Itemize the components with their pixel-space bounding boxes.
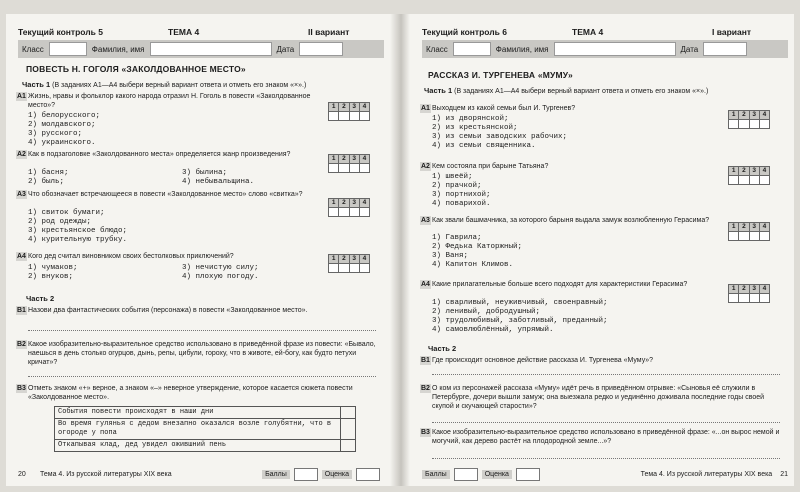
- date-label: Дата: [680, 44, 699, 54]
- option[interactable]: 2) Федька Каторжный;: [432, 243, 523, 251]
- left-footer: [18, 467, 384, 481]
- grade-label: Оценка: [322, 470, 352, 479]
- question-text: Выходцем из какой семьи был И. Тургенев?: [432, 105, 576, 112]
- option[interactable]: 4) Капитон Климов.: [432, 261, 514, 269]
- option[interactable]: 2) род одежды;: [28, 218, 92, 226]
- mark-cell[interactable]: [341, 407, 355, 418]
- grid-num: 2: [739, 285, 749, 293]
- score-label: Баллы: [422, 470, 450, 479]
- question-a4: [420, 280, 730, 289]
- answer-line[interactable]: [432, 458, 780, 459]
- grid-num: 2: [339, 199, 349, 207]
- grid-num: 1: [729, 111, 739, 119]
- answer-line[interactable]: [432, 422, 780, 423]
- options-a2: [28, 169, 69, 187]
- name-field[interactable]: [554, 42, 676, 56]
- date-field[interactable]: [299, 42, 343, 56]
- grid-num: 1: [729, 167, 739, 175]
- topic-label: ТЕМА 4: [572, 27, 604, 37]
- answer-cell[interactable]: [360, 112, 369, 120]
- answer-grid-a4[interactable]: [328, 254, 370, 273]
- grid-num: 4: [762, 285, 767, 292]
- variant-label: II вариант: [308, 27, 350, 37]
- grid-num: 3: [750, 223, 760, 231]
- question-number: А4: [421, 281, 430, 288]
- question-b3: [16, 384, 376, 402]
- left-page: [6, 14, 390, 486]
- grid-num: 3: [750, 111, 760, 119]
- question-number: В2: [17, 341, 26, 348]
- page-number: 20: [18, 470, 26, 478]
- question-text: Отметь знаком «+» верное, а знаком «–» неверное утверждение, которое касается сюжета повести «Заколдованное место».: [28, 385, 353, 401]
- grid-num: 3: [350, 103, 360, 111]
- answer-cell[interactable]: [350, 112, 360, 120]
- question-b1: [16, 306, 376, 315]
- question-a1: [420, 104, 730, 113]
- answer-cell[interactable]: [339, 164, 349, 172]
- option[interactable]: 1) белорусского;: [28, 112, 101, 120]
- option[interactable]: 1) басня;: [28, 169, 69, 177]
- question-text: Назови два фантастических события (персонажа) в повести «Заколдованное место».: [28, 307, 308, 314]
- statement: События повести происходят в наши дни: [55, 407, 341, 418]
- question-b1: [420, 356, 780, 365]
- grid-num: 1: [729, 285, 739, 293]
- class-field[interactable]: [453, 42, 491, 56]
- question-number: В3: [17, 385, 26, 392]
- option[interactable]: 1) свиток бумаги;: [28, 209, 105, 217]
- question-a1: [16, 92, 326, 110]
- option[interactable]: 4) плохую погоду.: [182, 273, 259, 281]
- option[interactable]: 4) курительную трубку.: [28, 236, 128, 244]
- option[interactable]: 2) быль;: [28, 178, 65, 186]
- question-b2: [420, 384, 780, 411]
- question-text: Как в подзаголовке «Заколдованного места» определяется жанр произведения?: [28, 151, 291, 158]
- options-a4-col2: [182, 264, 259, 282]
- answer-grid-a2[interactable]: [728, 166, 770, 185]
- grid-num: 1: [329, 155, 339, 163]
- option[interactable]: 3) былина;: [182, 169, 228, 177]
- story-title: РАССКАЗ И. ТУРГЕНЕВА «МУМУ»: [428, 70, 573, 80]
- date-label: Дата: [276, 44, 295, 54]
- score-box[interactable]: [294, 468, 318, 481]
- footer-topic: Тема 4. Из русской литературы XIX века: [640, 470, 773, 478]
- question-number: А4: [17, 253, 26, 260]
- answer-cell[interactable]: [729, 294, 739, 302]
- question-text: Что обозначает встречающееся в повести «Заколдованное место» слово «свитка»?: [28, 191, 303, 198]
- option[interactable]: 1) сварливый, неуживчивый, своенравный;: [432, 299, 608, 307]
- right-header: [422, 26, 788, 58]
- question-number: А3: [17, 191, 26, 198]
- option[interactable]: 1) швеёй;: [432, 173, 473, 181]
- answer-cell[interactable]: [339, 264, 349, 272]
- answer-cell[interactable]: [360, 264, 369, 272]
- part2-title: Часть 2: [26, 294, 55, 303]
- answer-cell[interactable]: [729, 176, 739, 184]
- control-title: Текущий контроль 6: [422, 27, 507, 37]
- class-label: Класс: [22, 44, 44, 54]
- question-number: В1: [17, 307, 26, 314]
- answer-cell[interactable]: [739, 120, 749, 128]
- grid-num: 2: [339, 255, 349, 263]
- options-a2-col2: [182, 169, 254, 187]
- part2-label: [26, 294, 390, 303]
- grid-num: 1: [329, 103, 339, 111]
- class-label: Класс: [426, 44, 448, 54]
- answer-cell[interactable]: [350, 208, 360, 216]
- grid-num: 4: [362, 155, 367, 162]
- question-number: А2: [17, 151, 26, 158]
- option[interactable]: 3) крестьянское блюдо;: [28, 227, 128, 235]
- answer-grid-a1[interactable]: [328, 102, 370, 121]
- statement: Во время гулянья с дедом внезапно оказался возле голубятни, что в огороде у попа: [55, 419, 341, 439]
- answer-cell[interactable]: [350, 264, 360, 272]
- answer-cell[interactable]: [350, 164, 360, 172]
- answer-cell[interactable]: [729, 232, 739, 240]
- mark-cell[interactable]: [341, 419, 355, 439]
- question-number: В3: [421, 429, 430, 436]
- name-label: Фамилия, имя: [91, 44, 145, 54]
- grid-num: 4: [762, 111, 767, 118]
- option[interactable]: 3) из семьи заводских рабочих;: [432, 133, 568, 141]
- grid-num: 2: [739, 167, 749, 175]
- part1-instruction: [22, 80, 380, 89]
- statements-table: [54, 406, 356, 452]
- question-a2: [420, 162, 730, 171]
- grid-num: 1: [329, 199, 339, 207]
- question-a2: [16, 150, 326, 159]
- grade-box[interactable]: [516, 468, 540, 481]
- question-number: В1: [421, 357, 430, 364]
- option[interactable]: 2) внуков;: [28, 273, 74, 281]
- table-row: [55, 419, 355, 440]
- grade-label: Оценка: [482, 470, 512, 479]
- part1-text: (В заданиях А1—А4 выбери верный вариант ответа и отметь его знаком «×».): [454, 88, 709, 95]
- question-text: Кого дед считал виновником своих бестолковых приключений?: [28, 253, 234, 260]
- part1-instruction: [424, 86, 784, 95]
- mark-cell[interactable]: [341, 440, 355, 451]
- name-label: Фамилия, имя: [495, 44, 549, 54]
- option[interactable]: 2) из крестьянской;: [432, 124, 518, 132]
- option[interactable]: 3) трудолюбивый, заботливый, преданный;: [432, 317, 608, 325]
- right-page: [410, 14, 794, 486]
- answer-grid-a3[interactable]: [728, 222, 770, 241]
- answer-cell[interactable]: [739, 294, 749, 302]
- option[interactable]: 4) из семьи священника.: [432, 142, 536, 150]
- question-b3: [420, 428, 780, 446]
- option[interactable]: 2) прачкой;: [432, 182, 482, 190]
- table-row: [55, 407, 355, 419]
- date-field[interactable]: [703, 42, 747, 56]
- options-a4: [432, 299, 608, 335]
- score-label: Баллы: [262, 470, 290, 479]
- option[interactable]: 4) небывальщина.: [182, 178, 255, 186]
- question-a3: [16, 190, 326, 199]
- answer-cell[interactable]: [750, 232, 760, 240]
- question-number: А1: [421, 105, 430, 112]
- option[interactable]: 3) нечистую силу;: [182, 264, 259, 272]
- answer-line[interactable]: [28, 376, 376, 377]
- part1-label: Часть 1: [22, 80, 51, 89]
- answer-cell[interactable]: [760, 294, 769, 302]
- answer-cell[interactable]: [760, 232, 769, 240]
- question-number: А1: [17, 93, 26, 100]
- grid-num: 2: [339, 103, 349, 111]
- answer-cell[interactable]: [739, 176, 749, 184]
- answer-cell[interactable]: [750, 294, 760, 302]
- statement: Откапывая клад, дед увидел ожившний пень: [55, 440, 341, 451]
- question-a4: [16, 252, 326, 261]
- answer-cell[interactable]: [329, 164, 339, 172]
- grid-num: 1: [729, 223, 739, 231]
- class-field[interactable]: [49, 42, 87, 56]
- question-text: Жизнь, нравы и фольклор какого народа отразил Н. Гоголь в повести «Заколдованное место»?: [28, 93, 311, 109]
- answer-cell[interactable]: [750, 176, 760, 184]
- question-text: Кем состояла при барыне Татьяна?: [432, 163, 549, 170]
- question-text: Какое изобразительно-выразительное средство использовано в приведённой фразе из повести: «Бывало, наешься в день столько огурцов, дынь, репы, цибули, гороху, что в животе, ей-богу, как будто петухи кричат»?: [28, 341, 376, 366]
- question-b2: [16, 340, 376, 367]
- option[interactable]: 2) ленивый, добродушный;: [432, 308, 541, 316]
- right-footer: [422, 467, 788, 481]
- grade-box[interactable]: [356, 468, 380, 481]
- part2-title: Часть 2: [428, 344, 457, 353]
- topic-label: ТЕМА 4: [168, 27, 200, 37]
- story-title: ПОВЕСТЬ Н. ГОГОЛЯ «ЗАКОЛДОВАННОЕ МЕСТО»: [26, 64, 246, 74]
- answer-cell[interactable]: [360, 208, 369, 216]
- option[interactable]: 3) портнихой;: [432, 191, 491, 199]
- option[interactable]: 4) украинского.: [28, 139, 96, 147]
- grid-num: 2: [739, 223, 749, 231]
- option[interactable]: 3) Ваня;: [432, 252, 469, 260]
- control-title: Текущий контроль 5: [18, 27, 103, 37]
- question-text: Как звали башмачника, за которого барыня выдала замуж возлюбленную Герасима?: [432, 217, 710, 224]
- option[interactable]: 3) русского;: [28, 130, 83, 138]
- page-number: 21: [780, 470, 788, 478]
- answer-cell[interactable]: [739, 232, 749, 240]
- options-a2: [432, 173, 491, 209]
- answer-grid-a2[interactable]: [328, 154, 370, 173]
- options-a3: [28, 209, 127, 245]
- grid-num: 4: [362, 255, 367, 262]
- question-text: Какие прилагательные больше всего подходят для характеристики Герасима?: [432, 281, 688, 288]
- part1-label: Часть 1: [424, 86, 453, 95]
- answer-cell[interactable]: [760, 176, 769, 184]
- options-a3: [432, 234, 522, 270]
- answer-cell[interactable]: [339, 112, 349, 120]
- grid-num: 2: [339, 155, 349, 163]
- table-row: [55, 440, 355, 451]
- footer-topic: Тема 4. Из русской литературы XIX века: [40, 470, 172, 478]
- question-number: А3: [421, 217, 430, 224]
- answer-cell[interactable]: [750, 120, 760, 128]
- answer-cell[interactable]: [329, 264, 339, 272]
- answer-line[interactable]: [28, 330, 376, 331]
- part2-label: [428, 344, 794, 353]
- answer-grid-a3[interactable]: [328, 198, 370, 217]
- options-a1: [432, 115, 567, 151]
- option[interactable]: 1) Гаврила;: [432, 234, 482, 242]
- question-a3: [420, 216, 730, 225]
- grid-num: 3: [350, 255, 360, 263]
- name-field[interactable]: [150, 42, 272, 56]
- options-a4: [28, 264, 78, 282]
- options-a1: [28, 112, 100, 148]
- part1-text: (В заданиях А1—А4 выбери верный вариант ответа и отметь его знаком «×».): [52, 82, 307, 89]
- score-box[interactable]: [454, 468, 478, 481]
- option[interactable]: 1) из дворянской;: [432, 115, 509, 123]
- question-number: В2: [421, 385, 430, 392]
- grid-num: 1: [329, 255, 339, 263]
- question-text: Какое изобразительно-выразительное средство использовано в приведённой фразе: «...он вырос немой и могучий, как дерево растёт на плодородной земле...»?: [432, 429, 780, 445]
- option[interactable]: 4) поварихой.: [432, 200, 491, 208]
- question-text: О ком из персонажей рассказа «Муму» идёт речь в приведённом отрывке: «Сыновья её служили в Петербурге, дочери вышли замуж; она выезжала редко и уединённо доживала последние годы своей скупой и скучающей старости»?: [432, 385, 765, 410]
- grid-num: 4: [762, 223, 767, 230]
- answer-grid-a1[interactable]: [728, 110, 770, 129]
- option[interactable]: 4) самовлюблённый, упрямый.: [432, 326, 554, 334]
- question-text: Где происходит основное действие рассказа И. Тургенева «Муму»?: [432, 357, 654, 364]
- grid-num: 3: [350, 155, 360, 163]
- grid-num: 4: [362, 103, 367, 110]
- grid-num: 2: [739, 111, 749, 119]
- variant-label: I вариант: [712, 27, 752, 37]
- answer-cell[interactable]: [760, 120, 769, 128]
- answer-cell[interactable]: [329, 112, 339, 120]
- grid-num: 3: [750, 285, 760, 293]
- left-header: [18, 26, 384, 58]
- book-gutter: [390, 14, 410, 486]
- answer-grid-a4[interactable]: [728, 284, 770, 303]
- grid-num: 3: [350, 199, 360, 207]
- grid-num: 4: [762, 167, 767, 174]
- answer-cell[interactable]: [729, 120, 739, 128]
- grid-num: 3: [750, 167, 760, 175]
- question-number: А2: [421, 163, 430, 170]
- answer-cell[interactable]: [360, 164, 369, 172]
- grid-num: 4: [362, 199, 367, 206]
- answer-cell[interactable]: [329, 208, 339, 216]
- answer-line[interactable]: [432, 374, 780, 375]
- option[interactable]: 1) чумаков;: [28, 264, 78, 272]
- answer-cell[interactable]: [339, 208, 349, 216]
- option[interactable]: 2) молдавского;: [28, 121, 96, 129]
